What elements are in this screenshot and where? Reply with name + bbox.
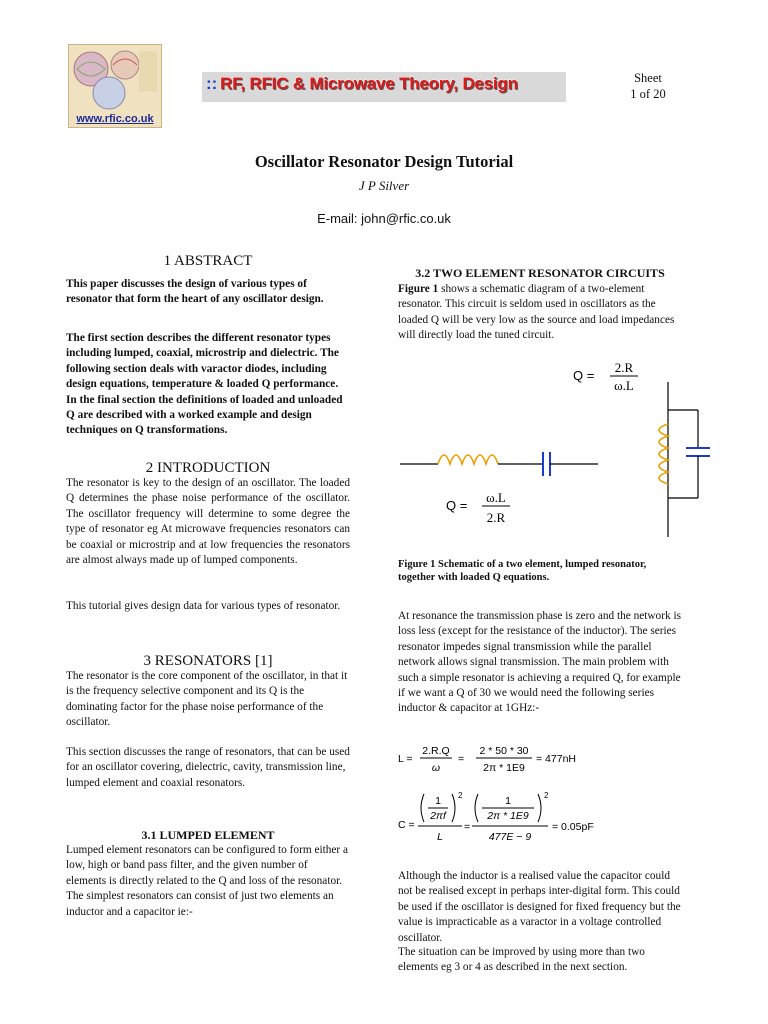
banner-title: RF, RFIC & Microwave Theory, Design	[220, 74, 518, 93]
two-element-p2: At resonance the transmission phase is zero and the network is loss less (except for the resistance of the inductor). The series resonator impedes signal transmission while the parallel network allows signal transmission. The main problem with such a simple resonator is achieving a required Q, for example if we want a Q of 30 we would need the following series inductor & capacitor at 1GHz:-	[398, 610, 681, 715]
figure-1-caption: Figure 1 Schematic of a two element, lumped resonator, together with loaded Q equations.	[398, 559, 647, 583]
eq-c-b-exp: 2	[544, 791, 549, 800]
doc-title: Oscillator Resonator Design Tutorial	[254, 152, 514, 171]
eq-l-num1: 2.R.Q	[422, 745, 450, 757]
eq-l-equals: =	[458, 753, 465, 765]
eq-c-den2: 477E − 9	[488, 831, 532, 843]
equation-capacitor	[398, 790, 698, 852]
lumped-p1: Lumped element resonators can be configured to form either a low, high or band pass filter, and the given number of elements is directly related to the Q and loss of the resonator. The simplest resonators can consist of just two elements an inductor and a capacitor ie:-	[66, 844, 348, 918]
eq-series-lhs: Q =	[446, 498, 468, 513]
resonators-heading: 3 RESONATORS [1]	[143, 653, 273, 669]
two-element-p1-text: shows a schematic diagram of a two-element resonator. This circuit is seldom used in oscillators as the loaded Q will be very low as the source and load impedances will directly load the tuned circuit.	[398, 283, 675, 342]
sheet-label: Sheet	[634, 71, 662, 85]
abstract-p1: This paper discusses the design of various types of resonator that form the heart of any oscillator design.	[66, 278, 324, 306]
eq-parallel-num: 2.R	[614, 360, 634, 375]
eq-c-a-exp: 2	[458, 791, 463, 800]
sheet-indicator	[608, 70, 688, 102]
eq-c-result: = 0.05pF	[552, 821, 594, 833]
resonators-p1: The resonator is the core component of the oscillator, in that it is the frequency selective component and its Q is the dominating factor for the phase noise performance of the oscillator.	[66, 670, 348, 729]
eq-c-lhs: C =	[398, 819, 415, 831]
intro-p1: The resonator is key to the design of an oscillator. The loaded Q determines the phase noise performance of the oscillator. The oscillator frequency will determine to some degree the type of resonator eg At microwave frequencies resonators can be coaxial or microstrip and at low frequencies the resonators are almost always made up of lumped components.	[66, 477, 350, 567]
eq-series-num: ω.L	[486, 490, 506, 505]
eq-l-num2: 2 * 50 * 30	[479, 745, 529, 757]
equation-inductor	[398, 742, 698, 778]
eq-parallel-den: ω.L	[614, 378, 634, 393]
abstract-heading: 1 ABSTRACT	[163, 253, 253, 269]
intro-p2: This tutorial gives design data for various types of resonator.	[66, 600, 341, 612]
eq-l-den2: 2π * 1E9	[483, 762, 525, 774]
eq-c-equals: =	[464, 821, 471, 833]
eq-c-b-num: 1	[505, 795, 511, 807]
header-banner	[202, 72, 566, 102]
eq-c-b-den: 2π * 1E9	[487, 810, 529, 822]
lumped-heading: 3.1 LUMPED ELEMENT	[141, 828, 275, 842]
intro-heading: 2 INTRODUCTION	[145, 460, 271, 476]
eq-l-lhs: L =	[398, 753, 413, 765]
logo-url[interactable]: www.rfic.co.uk	[76, 113, 154, 125]
doc-email[interactable]: E-mail: john@rfic.co.uk	[317, 211, 451, 226]
two-element-p3: Although the inductor is a realised value the capacitor could not be realised except in perhaps inter-digital form. This could be used if the oscillator is designed for fixed frequency but the value is impracticable as a varactor in a voltage controlled oscillator.	[398, 870, 681, 944]
eq-parallel-lhs: Q =	[573, 368, 595, 383]
sheet-number: 1 of 20	[630, 87, 666, 101]
eq-c-a-num: 1	[435, 795, 441, 807]
series-inductor-icon	[438, 455, 498, 464]
eq-series-den: 2.R	[486, 510, 506, 525]
figure-1-ref: Figure 1	[398, 283, 439, 295]
eq-l-den1: ω	[431, 762, 441, 774]
two-element-p4: The situation can be improved by using more than two elements eg 3 or 4 as described in the next section.	[398, 946, 645, 974]
eq-l-result: = 477nH	[536, 753, 576, 765]
resonators-p2: This section discusses the range of resonators, that can be used for an oscillator covering, dielectric, cavity, transmission line, lumped element and coaxial resonators.	[66, 746, 350, 789]
doc-author: J P Silver	[358, 178, 410, 193]
parallel-inductor-icon	[659, 424, 668, 484]
two-element-heading: 3.2 TWO ELEMENT RESONATOR CIRCUITS	[415, 266, 665, 280]
eq-c-den1: L	[437, 831, 443, 843]
abstract-p2: The first section describes the different resonator types including lumped, coaxial, microstrip and dielectric. The following section deals with varactor diodes, including design equations, temperature & loaded Q performance. In the final section the definitions of loaded and unloaded Q are described with a worked example and design techniques on Q transformations.	[66, 332, 343, 437]
banner-prefix: ::	[206, 74, 218, 93]
two-element-p1	[398, 282, 682, 344]
eq-c-a-den: 2πf	[430, 810, 446, 822]
rfic-logo	[68, 44, 162, 128]
figure-1-schematic	[398, 352, 738, 552]
